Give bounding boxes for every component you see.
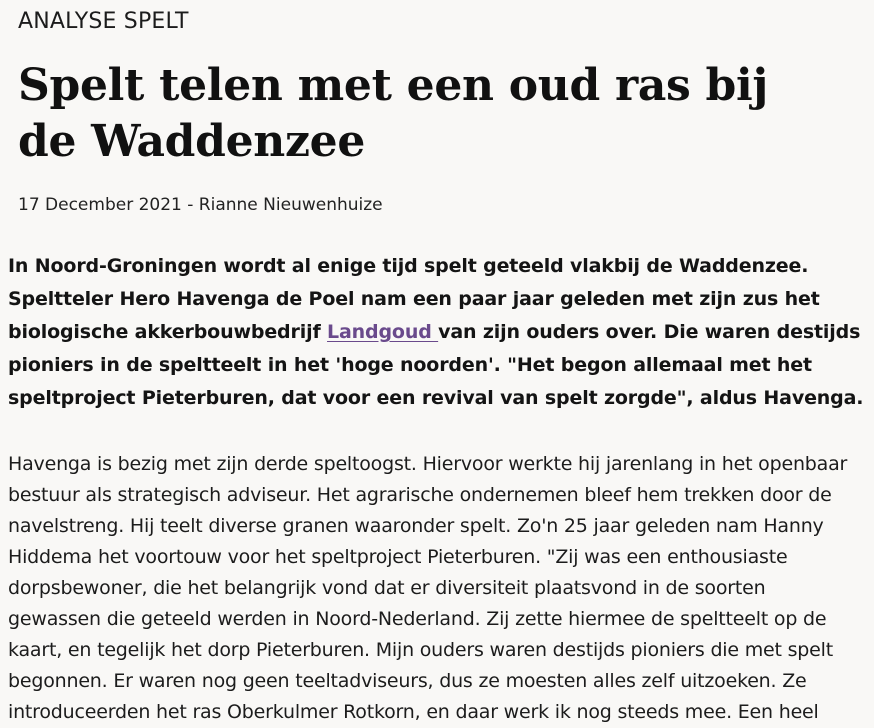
landgoud-link[interactable]: Landgoud <box>327 321 439 343</box>
article-paragraph: Havenga is bezig met zijn derde speltoogst. Hiervoor werkte hij jarenlang in het openbaar bestuur als strategisch adviseur. Het agrarische ondernemen bleef hem trekken door de navelstreng. Hij teelt diverse granen waaronder spelt. Zo'n 25 jaar geleden nam Hanny Hiddema het voortouw voor het speltproject Pieterburen. "Zij was een enthousiaste dorpsbewoner, die het belangrijk vond dat er diversiteit plaatsvond in de soorten gewassen die geteeld werden in Noord-Nederland. Zij zette hiermee de speltteelt op de kaart, en tegelijk het dorp Pieterburen. Mijn ouders waren destijds pioniers die met spelt begonnen. Er waren nog geen teeltadviseurs, dus ze moesten alles zelf uitzoeken. Ze introduceerden het ras Oberkulmer Rotkorn, en daar werk ik nog steeds mee. Een heel <box>8 453 848 723</box>
article-meta: 17 December 2021 - Rianne Nieuwenhuize <box>18 195 383 215</box>
lead-text-before-link: In Noord-Groningen wordt al enige tijd spelt geteeld vlakbij de Waddenzee. Speltteler Hero Havenga de Poel nam een paar jaar geleden met zijn zus het biologische akkerbouwbedrijf <box>8 255 820 343</box>
article-category: ANALYSE SPELT <box>18 9 189 34</box>
article-lead <box>8 250 864 415</box>
article-content <box>0 250 874 728</box>
lead-text-after-link: van zijn ouders over. Die waren destijds pioniers in de speltteelt in het 'hoge noorden'. "Het begon allemaal met het speltproject Pieterburen, dat voor een revival van spelt zorgde", aldus Havenga. <box>8 321 864 409</box>
article-title: Spelt telen met een oud ras bij de Waddenzee <box>18 60 769 167</box>
article-header <box>0 0 874 216</box>
